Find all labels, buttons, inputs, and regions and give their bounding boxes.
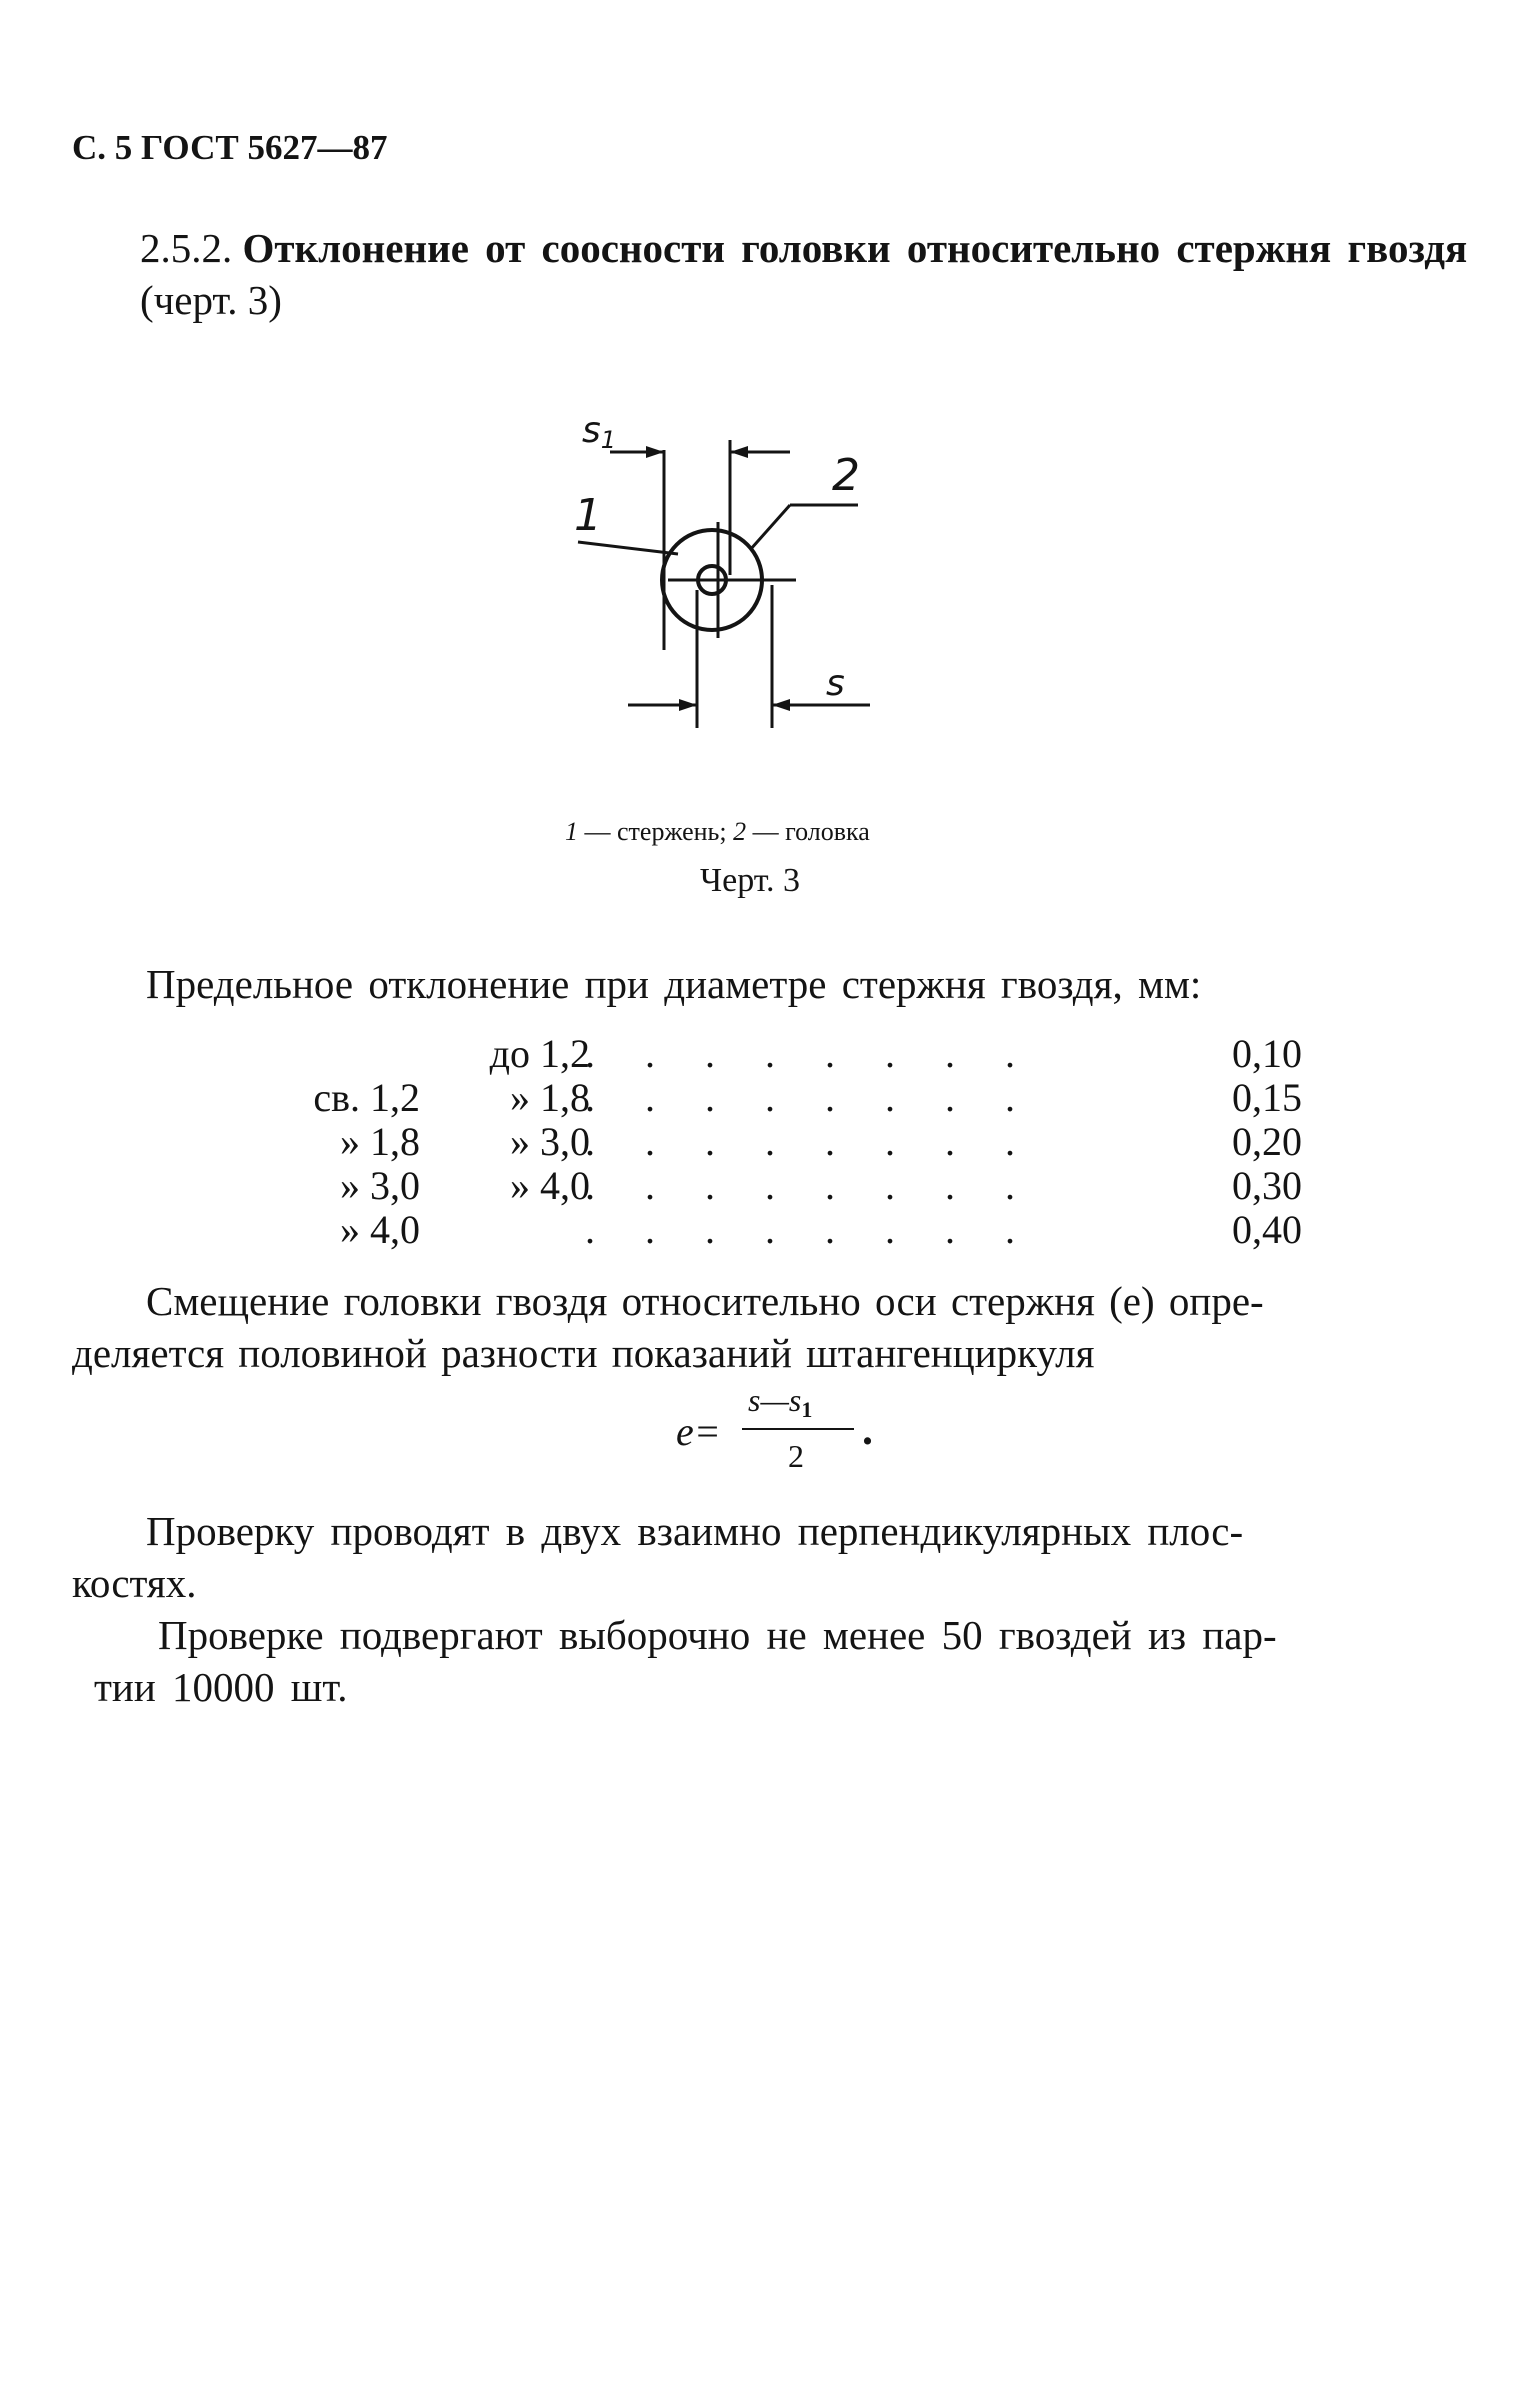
table-row: » 1,8 » 3,0 . . . . . . . . 0,20 bbox=[340, 1119, 1302, 1164]
table-row: до 1,2 . . . . . . . . 0,10 bbox=[489, 1031, 1302, 1076]
label-s1: s1 bbox=[582, 410, 617, 454]
section-heading bbox=[72, 222, 1472, 326]
label-1: 1 bbox=[574, 490, 602, 541]
tolerance-intro: Предельное отклонение при диаметре стержня гвоздя, мм: bbox=[146, 961, 1202, 1007]
figure-legend: 1 — стержень; 2 — головка bbox=[565, 817, 870, 846]
section-figure-ref: (черт. 3) bbox=[140, 277, 282, 323]
page-header: С. 5 ГОСТ 5627—87 bbox=[72, 128, 388, 167]
table-row: » 4,0 . . . . . . . . 0,40 bbox=[340, 1207, 1302, 1252]
table-row: св. 1,2 » 1,8 . . . . . . . . 0,15 bbox=[313, 1075, 1302, 1120]
label-2: 2 bbox=[832, 450, 860, 501]
nail-coaxiality-drawing bbox=[560, 410, 900, 740]
section-number: 2.5.2. bbox=[140, 225, 233, 271]
formula-numerator: s—s1 bbox=[748, 1382, 813, 1422]
offset-paragraph: Смещение головки гвоздя относительно оси стержня (е) опре- деляется половиной разности показаний штангенциркуля bbox=[72, 1278, 1264, 1376]
fraction-bar bbox=[742, 1428, 854, 1430]
label-s: s bbox=[826, 663, 845, 704]
section-title: Отклонение от соосности головки относительно стержня гвоздя bbox=[242, 225, 1468, 271]
figure-title: Черт. 3 bbox=[700, 862, 801, 899]
check-paragraph: Проверку проводят в двух взаимно перпендикулярных плос- костях. Проверке подвергают выборочно не менее 50 гвоздей из пар- тии 10000 шт. bbox=[72, 1508, 1277, 1710]
table-row: » 3,0 » 4,0 . . . . . . . . 0,30 bbox=[340, 1163, 1302, 1208]
